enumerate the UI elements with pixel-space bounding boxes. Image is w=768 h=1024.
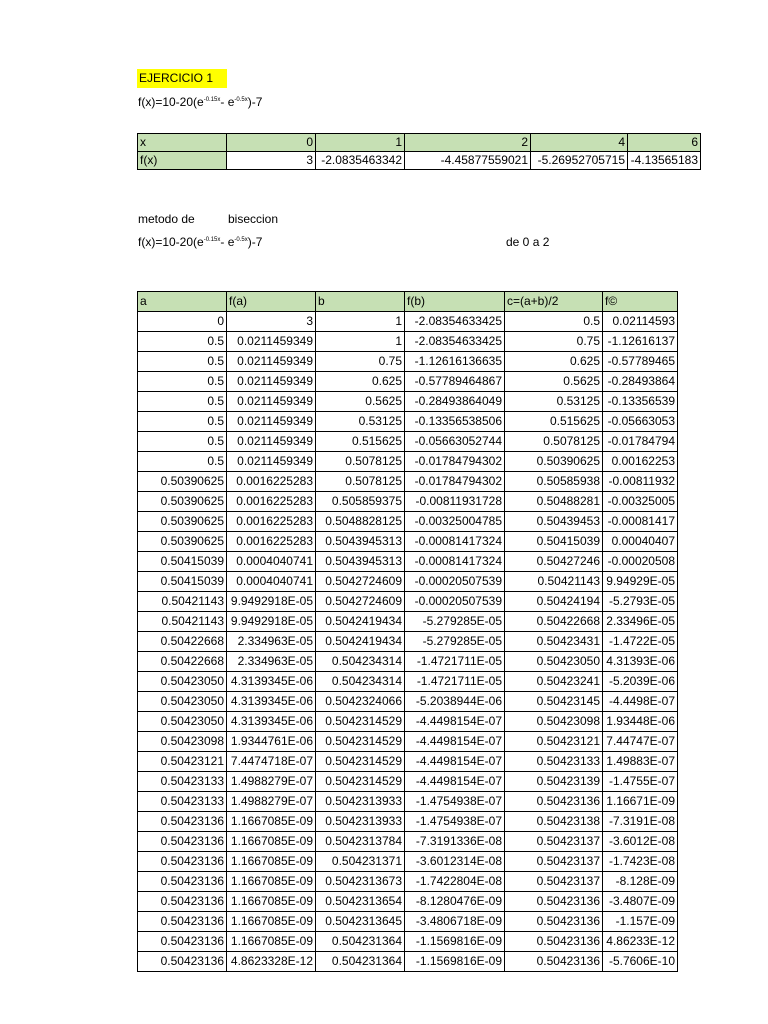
formula-exponent-1: -0.15x <box>203 97 221 103</box>
cell-a[interactable]: 0.50390625 <box>138 492 227 512</box>
cell-fa[interactable]: 1.1667085E-09 <box>227 912 316 932</box>
cell-c[interactable]: 0.50439453 <box>505 512 603 532</box>
table-row <box>138 872 678 892</box>
cell-a[interactable]: 0.5 <box>138 392 227 412</box>
cell-c[interactable]: 0.50423137 <box>505 872 603 892</box>
cell-fa[interactable]: 0.0211459349 <box>227 452 316 472</box>
cell-a[interactable]: 0.5 <box>138 452 227 472</box>
cell-fa[interactable]: 0.0211459349 <box>227 412 316 432</box>
bisection-table-body <box>138 312 678 972</box>
cell-fa[interactable]: 4.8623328E-12 <box>227 952 316 972</box>
cell-b[interactable]: 0.505859375 <box>316 492 405 512</box>
table-row <box>138 312 678 332</box>
cell-b[interactable]: 0.515625 <box>316 432 405 452</box>
formula-suffix: )-7 <box>247 95 263 109</box>
cell-fc[interactable]: -0.00325005 <box>603 492 678 512</box>
cell-fc[interactable]: 4.31393E-06 <box>603 652 678 672</box>
cell-fc[interactable]: -0.01784794 <box>603 432 678 452</box>
cell-fb[interactable]: -3.6012314E-08 <box>405 852 505 872</box>
x-value-cell[interactable]: 0 <box>227 134 316 152</box>
formula-prefix: f(x)=10-20(e <box>138 235 204 249</box>
cell-fc[interactable]: -1.4722E-05 <box>603 632 678 652</box>
cell-c[interactable]: 0.50423121 <box>505 732 603 752</box>
cell-fc[interactable]: 1.93448E-06 <box>603 712 678 732</box>
cell-c[interactable]: 0.75 <box>505 332 603 352</box>
header-cell-b[interactable]: b <box>316 292 405 312</box>
cell-fb[interactable]: -0.00020507539 <box>405 592 505 612</box>
cell-c[interactable]: 0.50422668 <box>505 612 603 632</box>
cell-fb[interactable]: -0.00325004785 <box>405 512 505 532</box>
cell-fa[interactable]: 9.9492918E-05 <box>227 592 316 612</box>
cell-b[interactable]: 0.75 <box>316 352 405 372</box>
cell-fc[interactable]: -1.7423E-08 <box>603 852 678 872</box>
fx-label-cell[interactable]: f(x) <box>138 152 227 170</box>
table-row <box>138 632 678 652</box>
cell-fc[interactable]: -0.13356539 <box>603 392 678 412</box>
table-row <box>138 412 678 432</box>
cell-fc[interactable]: -3.4807E-09 <box>603 892 678 912</box>
cell-b[interactable]: 0.5078125 <box>316 472 405 492</box>
cell-fa[interactable]: 9.9492918E-05 <box>227 612 316 632</box>
cell-c[interactable]: 0.53125 <box>505 392 603 412</box>
cell-a[interactable]: 0.50423121 <box>138 752 227 772</box>
cell-b[interactable]: 0.5042313933 <box>316 792 405 812</box>
cell-a[interactable]: 0.50423136 <box>138 932 227 952</box>
cell-b[interactable]: 0.5042313933 <box>316 812 405 832</box>
cell-b[interactable]: 0.504234314 <box>316 672 405 692</box>
table-row <box>138 952 678 972</box>
cell-fb[interactable]: -0.00020507539 <box>405 572 505 592</box>
cell-fc[interactable]: -5.2793E-05 <box>603 592 678 612</box>
cell-b[interactable]: 0.5042419434 <box>316 632 405 652</box>
x-label-cell[interactable]: x <box>138 134 227 152</box>
method-name: biseccion <box>228 212 279 226</box>
cell-fa[interactable]: 0.0004040741 <box>227 552 316 572</box>
fx-value-cell[interactable]: -5.26952705715 <box>531 152 628 170</box>
table-row <box>138 792 678 812</box>
cell-fc[interactable]: 1.49883E-07 <box>603 752 678 772</box>
cell-b[interactable]: 0.5043945313 <box>316 532 405 552</box>
cell-fc[interactable]: 0.00162253 <box>603 452 678 472</box>
cell-fc[interactable]: -7.3191E-08 <box>603 812 678 832</box>
cell-fb[interactable]: -0.01784794302 <box>405 472 505 492</box>
cell-fa[interactable]: 0.0016225283 <box>227 492 316 512</box>
cell-fb[interactable]: -1.7422804E-08 <box>405 872 505 892</box>
cell-a[interactable]: 0.50423133 <box>138 792 227 812</box>
cell-fb[interactable]: -0.13356538506 <box>405 412 505 432</box>
cell-fc[interactable]: -0.05663053 <box>603 412 678 432</box>
x-value-cell[interactable]: 4 <box>531 134 628 152</box>
cell-a[interactable]: 0.50423136 <box>138 912 227 932</box>
cell-b[interactable]: 0.5625 <box>316 392 405 412</box>
cell-a[interactable]: 0.50423136 <box>138 892 227 912</box>
cell-fb[interactable]: -5.279285E-05 <box>405 612 505 632</box>
cell-fa[interactable]: 0.0211459349 <box>227 372 316 392</box>
cell-fc[interactable]: 4.86233E-12 <box>603 932 678 952</box>
cell-b[interactable]: 0.504231371 <box>316 852 405 872</box>
cell-fb[interactable]: -1.4754938E-07 <box>405 812 505 832</box>
cell-b[interactable]: 0.5042314529 <box>316 732 405 752</box>
cell-fa[interactable]: 1.1667085E-09 <box>227 932 316 952</box>
cell-a[interactable]: 0.50423136 <box>138 832 227 852</box>
cell-c[interactable]: 0.50423136 <box>505 912 603 932</box>
cell-b[interactable]: 0.5042314529 <box>316 772 405 792</box>
cell-c[interactable]: 0.50423138 <box>505 812 603 832</box>
cell-fa[interactable]: 0.0016225283 <box>227 532 316 552</box>
table-row <box>138 372 678 392</box>
cell-c[interactable]: 0.50423139 <box>505 772 603 792</box>
cell-fa[interactable]: 4.3139345E-06 <box>227 712 316 732</box>
cell-a[interactable]: 0.50421143 <box>138 612 227 632</box>
cell-c[interactable]: 0.50423145 <box>505 692 603 712</box>
table-row <box>138 812 678 832</box>
cell-b[interactable]: 0.5042313654 <box>316 892 405 912</box>
cell-fc[interactable]: -0.00811932 <box>603 472 678 492</box>
method-label: metodo de <box>138 212 195 226</box>
cell-b[interactable]: 0.504231364 <box>316 952 405 972</box>
cell-a[interactable]: 0.5 <box>138 332 227 352</box>
formula-middle: - e <box>220 95 235 109</box>
table-row <box>138 732 678 752</box>
cell-fa[interactable]: 7.4474718E-07 <box>227 752 316 772</box>
cell-fa[interactable]: 1.1667085E-09 <box>227 892 316 912</box>
cell-fb[interactable]: -2.08354633425 <box>405 312 505 332</box>
cell-b[interactable]: 0.625 <box>316 372 405 392</box>
cell-fa[interactable]: 1.1667085E-09 <box>227 812 316 832</box>
cell-c[interactable]: 0.50423133 <box>505 752 603 772</box>
cell-fb[interactable]: -4.4498154E-07 <box>405 772 505 792</box>
table-row <box>138 652 678 672</box>
cell-c[interactable]: 0.50390625 <box>505 452 603 472</box>
cell-a[interactable]: 0.50421143 <box>138 592 227 612</box>
cell-fc[interactable]: -3.6012E-08 <box>603 832 678 852</box>
cell-fa[interactable]: 0.0211459349 <box>227 332 316 352</box>
cell-fb[interactable]: -1.4721711E-05 <box>405 652 505 672</box>
cell-c[interactable]: 0.50423137 <box>505 832 603 852</box>
interval-label: de 0 a 2 <box>506 235 550 249</box>
cell-c[interactable]: 0.50423098 <box>505 712 603 732</box>
cell-fb[interactable]: -4.4498154E-07 <box>405 732 505 752</box>
exercise-title: EJERCICIO 1 <box>137 69 227 88</box>
cell-b[interactable]: 0.53125 <box>316 412 405 432</box>
cell-fa[interactable]: 0.0016225283 <box>227 512 316 532</box>
cell-fb[interactable]: -4.4498154E-07 <box>405 752 505 772</box>
table-row <box>138 572 678 592</box>
table-row <box>138 672 678 692</box>
header-cell-fc[interactable]: f© <box>603 292 678 312</box>
table-row <box>138 712 678 732</box>
cell-c[interactable]: 0.5078125 <box>505 432 603 452</box>
x-value-cell[interactable]: 2 <box>405 134 531 152</box>
cell-b[interactable]: 0.5043945313 <box>316 552 405 572</box>
cell-b[interactable]: 1 <box>316 332 405 352</box>
cell-c[interactable]: 0.50423136 <box>505 892 603 912</box>
table-row <box>138 692 678 712</box>
cell-fb[interactable]: -4.4498154E-07 <box>405 712 505 732</box>
cell-fc[interactable]: -1.12616137 <box>603 332 678 352</box>
cell-a[interactable]: 0.50423136 <box>138 952 227 972</box>
cell-fb[interactable]: -3.4806718E-09 <box>405 912 505 932</box>
cell-fc[interactable]: 0.00040407 <box>603 532 678 552</box>
cell-c[interactable]: 0.50423136 <box>505 792 603 812</box>
cell-fb[interactable]: -0.01784794302 <box>405 452 505 472</box>
cell-b[interactable]: 0.504234314 <box>316 652 405 672</box>
cell-fb[interactable]: -0.00081417324 <box>405 552 505 572</box>
table-row <box>138 452 678 472</box>
fx-value-cell[interactable]: -4.45877559021 <box>405 152 531 170</box>
cell-fc[interactable]: 9.94929E-05 <box>603 572 678 592</box>
fx-value-cell[interactable]: -4.13565183 <box>628 152 701 170</box>
table-row <box>138 552 678 572</box>
bisection-header-row <box>138 292 678 312</box>
cell-fb[interactable]: -1.4754938E-07 <box>405 792 505 812</box>
cell-c[interactable]: 0.625 <box>505 352 603 372</box>
table-row <box>138 472 678 492</box>
cell-fc[interactable]: -4.4498E-07 <box>603 692 678 712</box>
cell-fa[interactable]: 1.1667085E-09 <box>227 852 316 872</box>
cell-c[interactable]: 0.50424194 <box>505 592 603 612</box>
cell-b[interactable]: 0.504231364 <box>316 932 405 952</box>
cell-fa[interactable]: 0.0016225283 <box>227 472 316 492</box>
cell-fb[interactable]: -1.1569816E-09 <box>405 932 505 952</box>
cell-a[interactable]: 0.50390625 <box>138 532 227 552</box>
formula-exponent-1: -0.15x <box>203 237 221 243</box>
formula-middle: - e <box>220 235 235 249</box>
cell-b[interactable]: 0.5078125 <box>316 452 405 472</box>
cell-a[interactable]: 0.50415039 <box>138 572 227 592</box>
cell-fb[interactable]: -1.4721711E-05 <box>405 672 505 692</box>
cell-fa[interactable]: 2.334963E-05 <box>227 652 316 672</box>
cell-fc[interactable]: 2.33496E-05 <box>603 612 678 632</box>
cell-c[interactable]: 0.50423431 <box>505 632 603 652</box>
table-row <box>138 512 678 532</box>
table-row <box>138 932 678 952</box>
cell-a[interactable]: 0.50415039 <box>138 552 227 572</box>
cell-c[interactable]: 0.50423050 <box>505 652 603 672</box>
cell-b[interactable]: 0.5042324066 <box>316 692 405 712</box>
cell-c[interactable]: 0.50423137 <box>505 852 603 872</box>
cell-c[interactable]: 0.50423136 <box>505 932 603 952</box>
table-row <box>138 392 678 412</box>
cell-fc[interactable]: 0.02114593 <box>603 312 678 332</box>
cell-c[interactable]: 0.50423136 <box>505 952 603 972</box>
x-value-cell[interactable]: 6 <box>628 134 701 152</box>
cell-a[interactable]: 0.50423133 <box>138 772 227 792</box>
fx-row <box>138 152 701 170</box>
header-cell-fa[interactable]: f(a) <box>227 292 316 312</box>
cell-a[interactable]: 0.5 <box>138 412 227 432</box>
formula-prefix: f(x)=10-20(e <box>138 95 204 109</box>
cell-fa[interactable]: 0.0211459349 <box>227 432 316 452</box>
cell-fb[interactable]: -1.12616136635 <box>405 352 505 372</box>
table-row <box>138 432 678 452</box>
cell-fb[interactable]: -5.279285E-05 <box>405 632 505 652</box>
header-cell-c[interactable]: c=(a+b)/2 <box>505 292 603 312</box>
cell-a[interactable]: 0.50423050 <box>138 692 227 712</box>
cell-c[interactable]: 0.50488281 <box>505 492 603 512</box>
header-cell-a[interactable]: a <box>138 292 227 312</box>
cell-a[interactable]: 0.50390625 <box>138 512 227 532</box>
formula-suffix: )-7 <box>247 235 263 249</box>
cell-b[interactable]: 0.5042313673 <box>316 872 405 892</box>
cell-a[interactable]: 0.50390625 <box>138 472 227 492</box>
cell-fa[interactable]: 1.1667085E-09 <box>227 832 316 852</box>
cell-fa[interactable]: 4.3139345E-06 <box>227 672 316 692</box>
table-row <box>138 912 678 932</box>
x-value-cell[interactable]: 1 <box>316 134 405 152</box>
cell-fa[interactable]: 2.334963E-05 <box>227 632 316 652</box>
cell-a[interactable]: 0.50422668 <box>138 632 227 652</box>
cell-fb[interactable]: -8.1280476E-09 <box>405 892 505 912</box>
cell-a[interactable]: 0.5 <box>138 432 227 452</box>
cell-fc[interactable]: -1.4755E-07 <box>603 772 678 792</box>
cell-c[interactable]: 0.50415039 <box>505 532 603 552</box>
cell-a[interactable]: 0.50423136 <box>138 872 227 892</box>
table-row <box>138 592 678 612</box>
cell-fc[interactable]: -8.128E-09 <box>603 872 678 892</box>
cell-fa[interactable]: 1.4988279E-07 <box>227 772 316 792</box>
cell-fc[interactable]: -0.00020508 <box>603 552 678 572</box>
cell-b[interactable]: 0.5042314529 <box>316 712 405 732</box>
cell-fb[interactable]: -0.57789464867 <box>405 372 505 392</box>
cell-fa[interactable]: 0.0004040741 <box>227 572 316 592</box>
table-row <box>138 852 678 872</box>
cell-fc[interactable]: -0.28493864 <box>603 372 678 392</box>
table-row <box>138 332 678 352</box>
cell-fa[interactable]: 1.9344761E-06 <box>227 732 316 752</box>
cell-fb[interactable]: -7.3191336E-08 <box>405 832 505 852</box>
cell-fc[interactable]: 7.44747E-07 <box>603 732 678 752</box>
cell-a[interactable]: 0.50423136 <box>138 852 227 872</box>
cell-c[interactable]: 0.50427246 <box>505 552 603 572</box>
cell-a[interactable]: 0.50423136 <box>138 812 227 832</box>
cell-fb[interactable]: -2.08354633425 <box>405 332 505 352</box>
cell-fc[interactable]: -5.7606E-10 <box>603 952 678 972</box>
cell-fc[interactable]: 1.16671E-09 <box>603 792 678 812</box>
cell-b[interactable]: 0.5042724609 <box>316 572 405 592</box>
cell-fc[interactable]: -1.157E-09 <box>603 912 678 932</box>
cell-b[interactable]: 0.5042313645 <box>316 912 405 932</box>
formula-exponent-2: -0.5x <box>234 97 248 103</box>
cell-a[interactable]: 0.50423098 <box>138 732 227 752</box>
cell-c[interactable]: 0.515625 <box>505 412 603 432</box>
cell-b[interactable]: 0.5042724609 <box>316 592 405 612</box>
cell-a[interactable]: 0.50423050 <box>138 672 227 692</box>
cell-fa[interactable]: 0.0211459349 <box>227 352 316 372</box>
cell-fa[interactable]: 1.1667085E-09 <box>227 872 316 892</box>
fx-value-cell[interactable]: 3 <box>227 152 316 170</box>
function-formula <box>138 93 262 112</box>
cell-c[interactable]: 0.5625 <box>505 372 603 392</box>
cell-fa[interactable]: 1.4988279E-07 <box>227 792 316 812</box>
x-row <box>138 134 701 152</box>
table-row <box>138 492 678 512</box>
formula-exponent-2: -0.5x <box>234 237 248 243</box>
table-row <box>138 532 678 552</box>
cell-c[interactable]: 0.50421143 <box>505 572 603 592</box>
cell-a[interactable]: 0.5 <box>138 372 227 392</box>
cell-b[interactable]: 0.5042313784 <box>316 832 405 852</box>
cell-fc[interactable]: -5.2039E-06 <box>603 672 678 692</box>
cell-c[interactable]: 0.50423241 <box>505 672 603 692</box>
table-row <box>138 352 678 372</box>
cell-a[interactable]: 0.50422668 <box>138 652 227 672</box>
cell-fa[interactable]: 0.0211459349 <box>227 392 316 412</box>
cell-fb[interactable]: -0.00811931728 <box>405 492 505 512</box>
table-row <box>138 832 678 852</box>
cell-b[interactable]: 0.5042419434 <box>316 612 405 632</box>
cell-b[interactable]: 0.5042314529 <box>316 752 405 772</box>
cell-c[interactable]: 0.5 <box>505 312 603 332</box>
fx-value-cell[interactable]: -2.0835463342 <box>316 152 405 170</box>
cell-fb[interactable]: -5.2038944E-06 <box>405 692 505 712</box>
cell-fb[interactable]: -0.28493864049 <box>405 392 505 412</box>
bisection-table <box>137 291 678 972</box>
table-row <box>138 612 678 632</box>
cell-c[interactable]: 0.50585938 <box>505 472 603 492</box>
function-formula-2 <box>138 233 262 252</box>
cell-fa[interactable]: 4.3139345E-06 <box>227 692 316 712</box>
cell-fb[interactable]: -1.1569816E-09 <box>405 952 505 972</box>
table-row <box>138 892 678 912</box>
evaluation-table <box>137 133 701 170</box>
cell-fb[interactable]: -0.05663052744 <box>405 432 505 452</box>
cell-a[interactable]: 0 <box>138 312 227 332</box>
table-row <box>138 772 678 792</box>
cell-fa[interactable]: 3 <box>227 312 316 332</box>
cell-fb[interactable]: -0.00081417324 <box>405 532 505 552</box>
cell-a[interactable]: 0.5 <box>138 352 227 372</box>
cell-fc[interactable]: -0.57789465 <box>603 352 678 372</box>
cell-b[interactable]: 1 <box>316 312 405 332</box>
cell-a[interactable]: 0.50423050 <box>138 712 227 732</box>
cell-b[interactable]: 0.5048828125 <box>316 512 405 532</box>
cell-fc[interactable]: -0.00081417 <box>603 512 678 532</box>
table-row <box>138 752 678 772</box>
header-cell-fb[interactable]: f(b) <box>405 292 505 312</box>
